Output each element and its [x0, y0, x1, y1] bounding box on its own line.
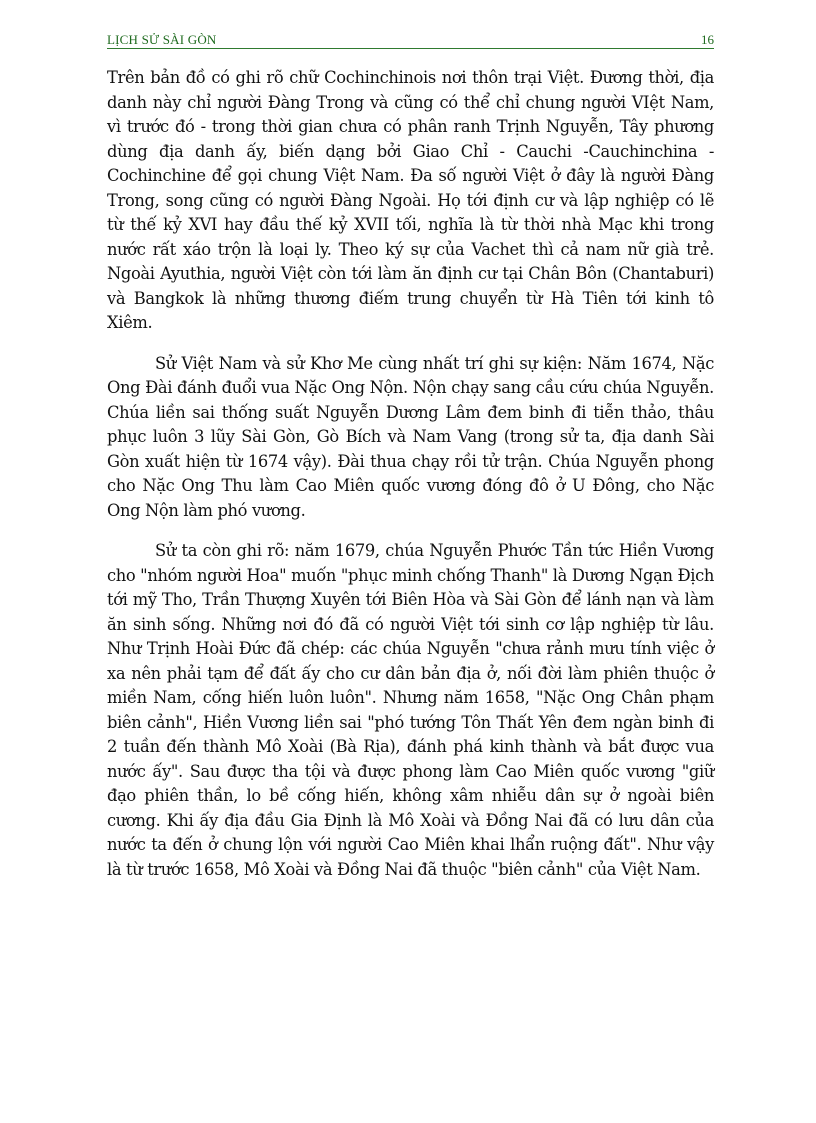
body-text: [107, 66, 714, 898]
page-number: 16: [701, 32, 714, 47]
book-title: LỊCH SỬ SÀI GÒN: [107, 32, 217, 47]
running-header: [107, 28, 714, 49]
paragraph-3: Sử ta còn ghi rõ: năm 1679, chúa Nguyễn Phước Tần tức Hiền Vương cho "nhóm người Hoa" muốn "phục minh chống Thanh" là Dương Ngạn Địch tới mỹ Tho, Trần Thượng Xuyên tới Biên Hòa và Sài Gòn để lánh nạn và làm ăn sinh sống. Những nơi đó đã có người Việt tới sinh cơ lập nghiệp từ lâu. Như Trịnh Hoài Đức đã chép: các chúa Nguyễn "chưa rảnh mưu tính việc ở xa nên phải tạm để đất ấy cho cư dân bản địa ở, nối đời làm phiên thuộc ở miền Nam, cống hiến luôn luôn". Nhưng năm 1658, "Nặc Ong Chân phạm biên cảnh", Hiền Vương liền sai "phó tướng Tôn Thất Yên đem ngàn binh đi 2 tuần đến thành Mô Xoài (Bà Rịa), đánh phá kinh thành và bắt được vua nước ấy". Sau được tha tội và được phong làm Cao Miên quốc vương "giữ đạo phiên thần, lo bề cống hiến, không xâm nhiễu dân sự ở ngoài biên cương. Khi ấy địa đầu Gia Định là Mô Xoài và Đồng Nai đã có lưu dân của nước ta đến ở chung lộn với người Cao Miên khai lhẩn ruộng đất". Như vậy là từ trước 1658, Mô Xoài và Đồng Nai đã thuộc "biên cảnh" của Việt Nam.: [107, 541, 714, 879]
paragraph-2: Sử Việt Nam và sử Khơ Me cùng nhất trí ghi sự kiện: Năm 1674, Nặc Ong Đài đánh đuổi vua Nặc Ong Nộn. Nộn chạy sang cầu cứu chúa Nguyễn. Chúa liền sai thống suất Nguyễn Dương Lâm đem binh đi tiễn thảo, thâu phục luôn 3 lũy Sài Gòn, Gò Bích và Nam Vang (trong sử ta, địa danh Sài Gòn xuất hiện từ 1674 vậy). Đài thua chạy rồi tử trận. Chúa Nguyễn phong cho Nặc Ong Thu làm Cao Miên quốc vương đóng đô ở U Đông, cho Nặc Ong Nộn làm phó vương.: [107, 353, 714, 520]
paragraph-1: Trên bản đồ có ghi rõ chữ Cochinchinois nơi thôn trại Việt. Đương thời, địa danh này chỉ người Đàng Trong và cũng có thể chỉ chung người VIệt Nam, vì trước đó - trong thời gian chưa có phân ranh Trịnh Nguyễn, Tây phương dùng địa danh ấy, biến dạng bởi Giao Chỉ - Cauchi -Cauchinchina - Cochinchine để gọi chung Việt Nam. Đa số người Việt ở đây là người Đàng Trong, song cũng có người Đàng Ngoài. Họ tới định cư và lập nghiệp có lẽ từ thế kỷ XVI hay đầu thế kỷ XVII tối, nghĩa là từ thời nhà Mạc khi trong nước rất xáo trộn là loại ly. Theo ký sự của Vachet thì cả nam nữ già trẻ. Ngoài Ayuthia, người Việt còn tới làm ăn định cư tại Chân Bôn (Chantaburi) và Bangkok là những thương điếm trung chuyển từ Hà Tiên tới kinh tô Xiêm.: [107, 68, 714, 332]
